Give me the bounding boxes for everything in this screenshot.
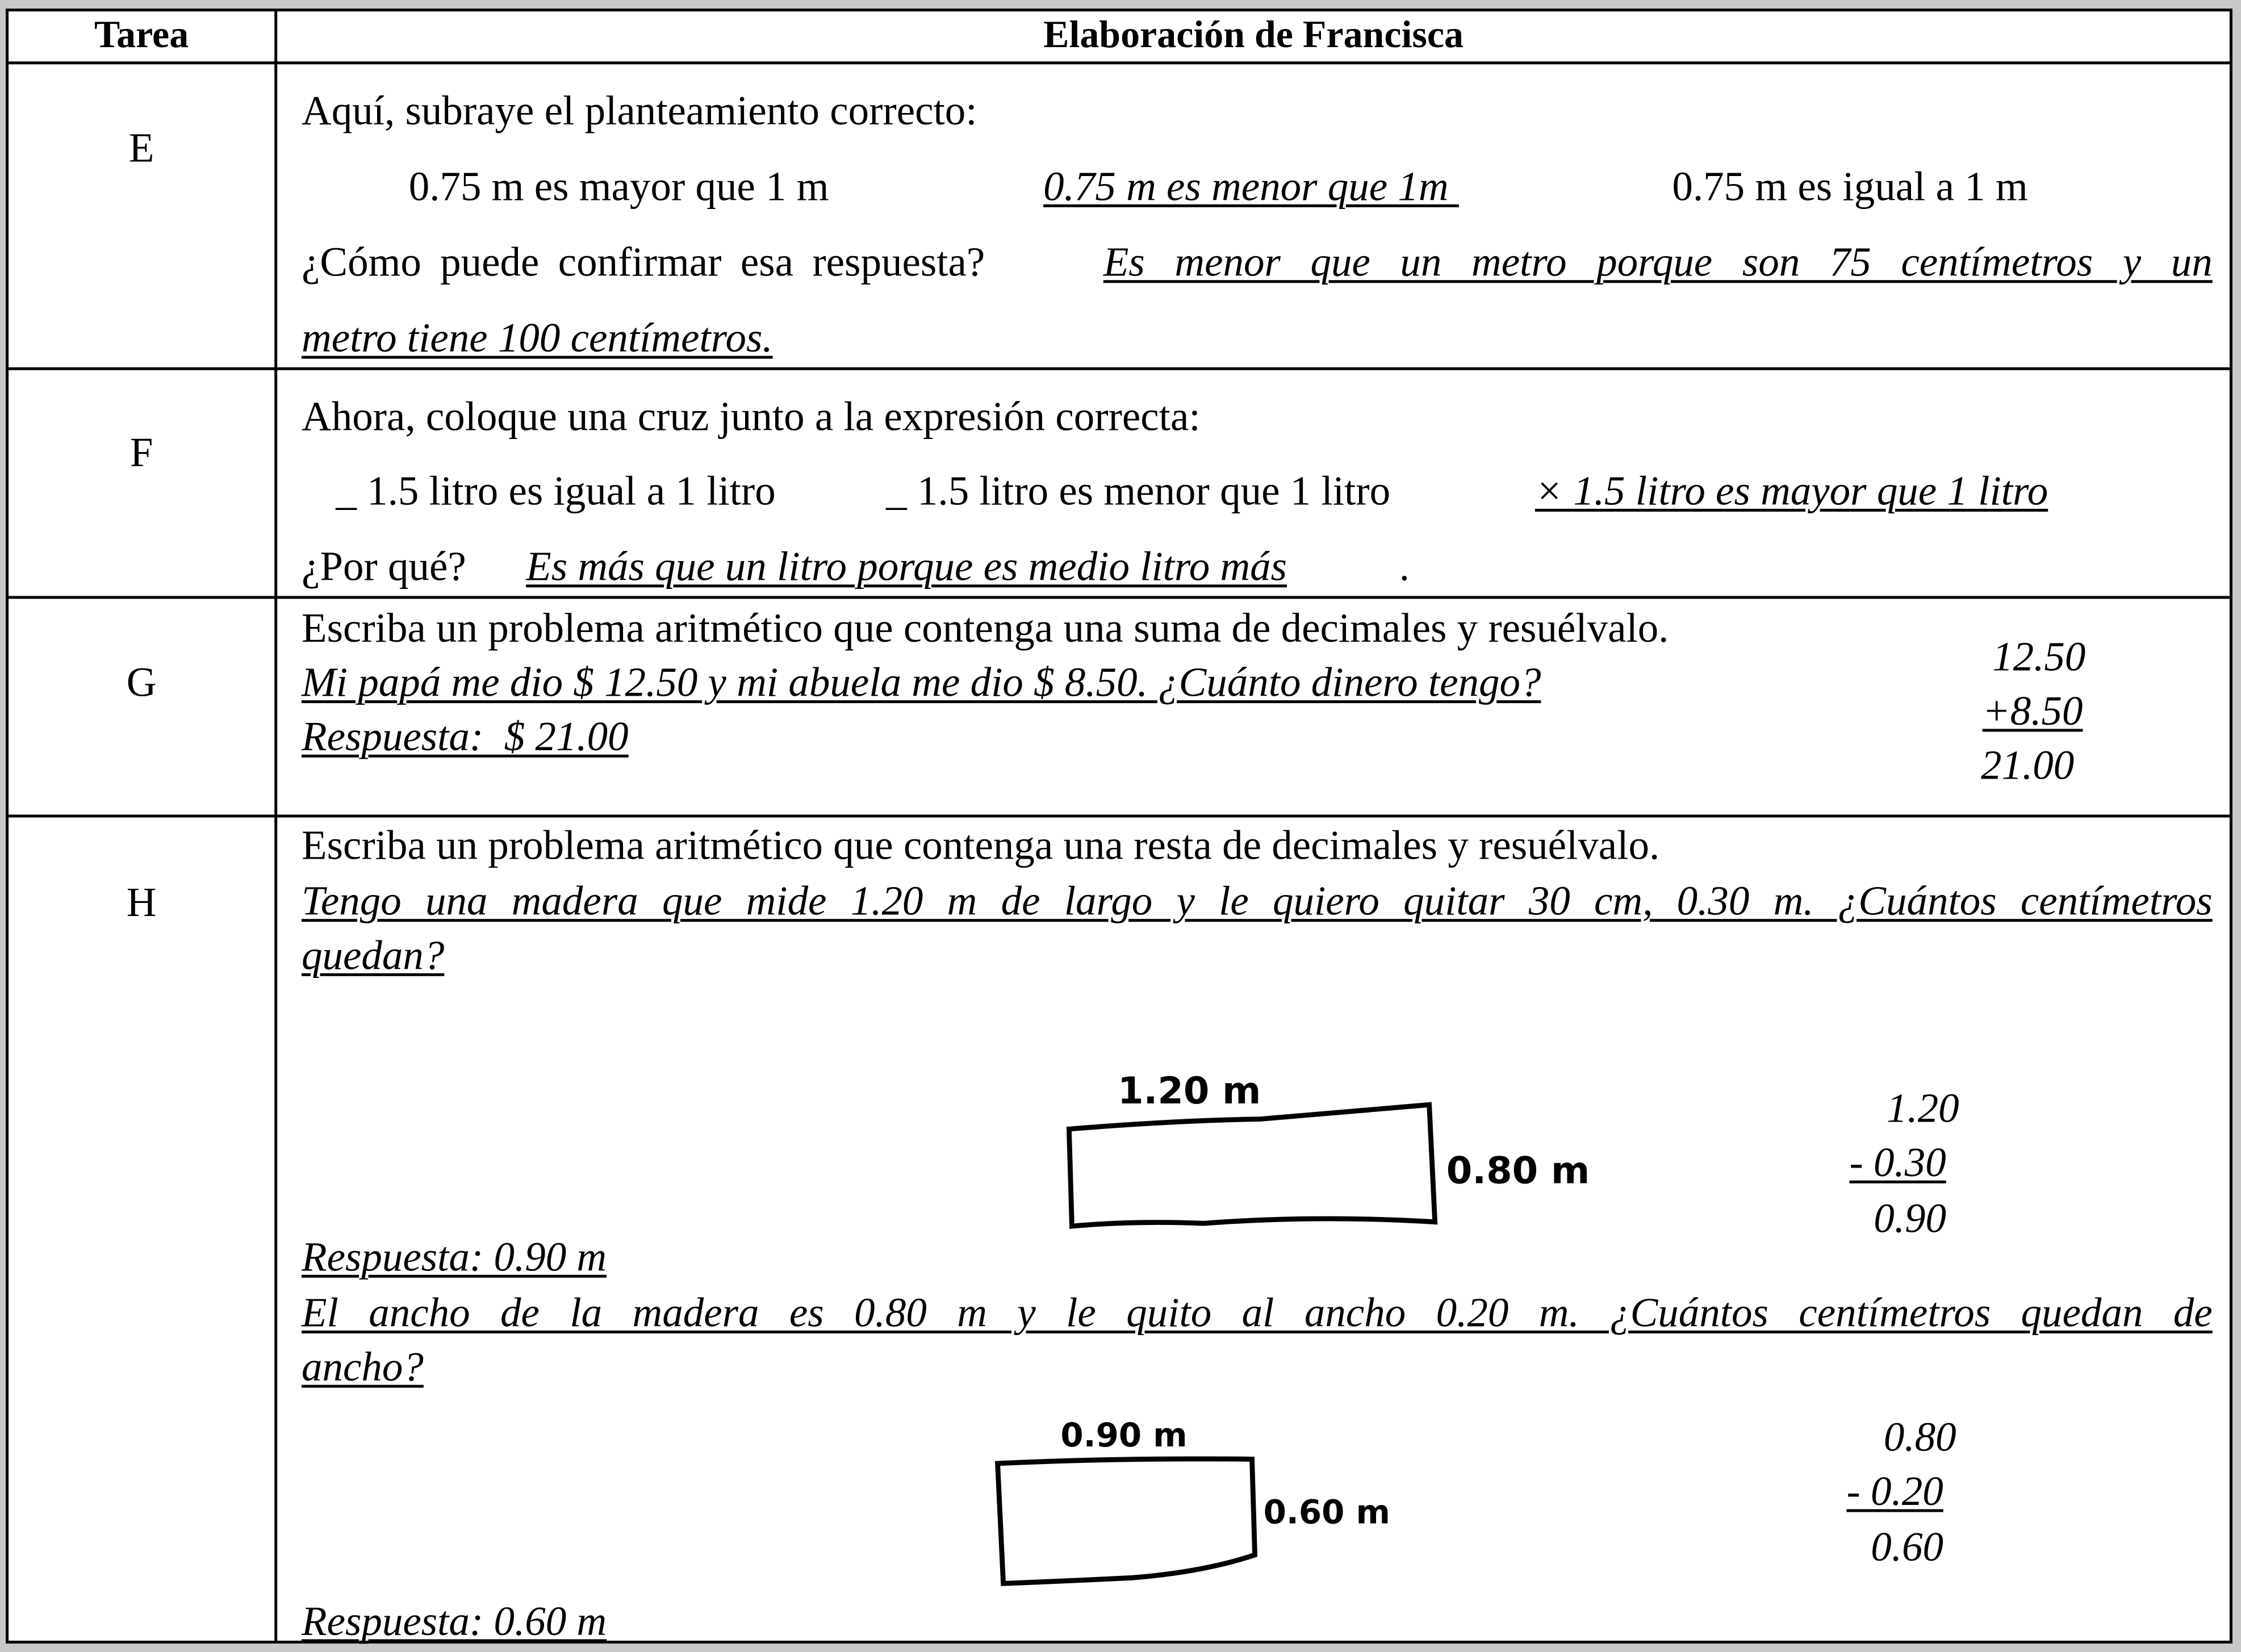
h-problem-1-line-2: quedan?	[302, 933, 445, 979]
h-answer-1: Respuesta: 0.90 m	[302, 1235, 607, 1281]
e-answer-line-2: metro tiene 100 centímetros.	[302, 316, 773, 362]
g-calc-operand-2: +8.50	[1982, 689, 2083, 735]
board-rectangle	[1069, 1105, 1435, 1226]
f-instruction: Ahora, coloque una cruz junto a la expresión correcta:	[302, 394, 1201, 441]
f-question: ¿Por qué?	[302, 544, 466, 591]
row-divider	[9, 596, 2230, 599]
g-problem: Mi papá me dio $ 12.50 y mi abuela me dio $ 8.50. ¿Cuánto dinero tengo?	[302, 660, 1541, 706]
h-problem-1-line-1	[302, 879, 2213, 925]
e-answer-line-1	[1103, 240, 2213, 286]
h-calc-2-result: 0.60	[1871, 1525, 1943, 1571]
e-option-1: 0.75 m es mayor que 1 m	[408, 164, 829, 210]
h-calc-2-operand-2: - 0.20	[1846, 1469, 1943, 1515]
f-answer: Es más que un litro porque es medio litro más	[526, 544, 1287, 591]
h-problem-2-line-1	[302, 1290, 2213, 1337]
row-divider	[9, 61, 2230, 64]
header-tarea: Tarea	[94, 12, 189, 56]
drawing-1-top-label: 1.20 m	[1117, 1069, 1261, 1113]
e-option-2-selected: 0.75 m es menor que 1m	[1043, 164, 1459, 210]
row-divider	[9, 814, 2230, 817]
drawing-board-1	[1060, 1069, 1632, 1240]
g-calc-result: 21.00	[1981, 743, 2075, 789]
h-answer-2: Respuesta: 0.60 m	[302, 1599, 607, 1645]
h-calc-1-operand-2: - 0.30	[1849, 1140, 1946, 1186]
h-problem-1-text: Tengo una madera que mide 1.20 m de largo y le quiero quitar 30 cm, 0.30 m. ¿Cuántos centímetros	[302, 879, 2213, 925]
h-calc-2-operand-1: 0.80	[1883, 1415, 1956, 1461]
header-elaboracion: Elaboración de Francisca	[1043, 12, 1464, 56]
board-rectangle	[998, 1459, 1255, 1583]
f-answer-period: .	[1399, 544, 1410, 591]
drawing-2-side-label: 0.60 m	[1263, 1492, 1390, 1532]
task-label-f: F	[129, 430, 153, 476]
drawing-1-side-label: 0.80 m	[1446, 1149, 1590, 1193]
f-option-2: _ 1.5 litro es menor que 1 litro	[886, 469, 1391, 515]
drawing-2-top-label: 0.90 m	[1060, 1415, 1188, 1454]
h-problem-2-text: El ancho de la madera es 0.80 m y le quito al ancho 0.20 m. ¿Cuántos centímetros quedan de	[302, 1290, 2213, 1337]
drawing-board-2	[989, 1412, 1446, 1597]
task-label-e: E	[128, 126, 154, 172]
e-instruction: Aquí, subraye el planteamiento correcto:	[302, 89, 977, 135]
f-option-1: _ 1.5 litro es igual a 1 litro	[336, 469, 776, 515]
e-question: ¿Cómo puede confirmar esa respuesta?	[302, 240, 985, 286]
g-calc-operand-1: 12.50	[1992, 634, 2086, 680]
h-problem-2-line-2: ancho?	[302, 1345, 424, 1391]
f-option-3-selected: × 1.5 litro es mayor que 1 litro	[1535, 469, 2048, 515]
task-label-g: G	[126, 660, 157, 706]
g-instruction: Escriba un problema aritmético que contenga una suma de decimales y resuélvalo.	[302, 606, 1669, 652]
h-calc-1-result: 0.90	[1874, 1196, 1946, 1242]
e-option-3: 0.75 m es igual a 1 m	[1672, 164, 2028, 210]
row-divider	[9, 367, 2230, 370]
task-table	[6, 9, 2232, 1643]
column-divider	[274, 11, 277, 1641]
g-answer: Respuesta: $ 21.00	[302, 714, 629, 760]
task-label-h: H	[126, 880, 157, 926]
h-instruction: Escriba un problema aritmético que contenga una resta de decimales y resuélvalo.	[302, 823, 1660, 869]
h-calc-1-operand-1: 1.20	[1886, 1086, 1959, 1132]
e-answer-text: Es menor que un metro porque son 75 centímetros y un	[1103, 240, 2213, 286]
